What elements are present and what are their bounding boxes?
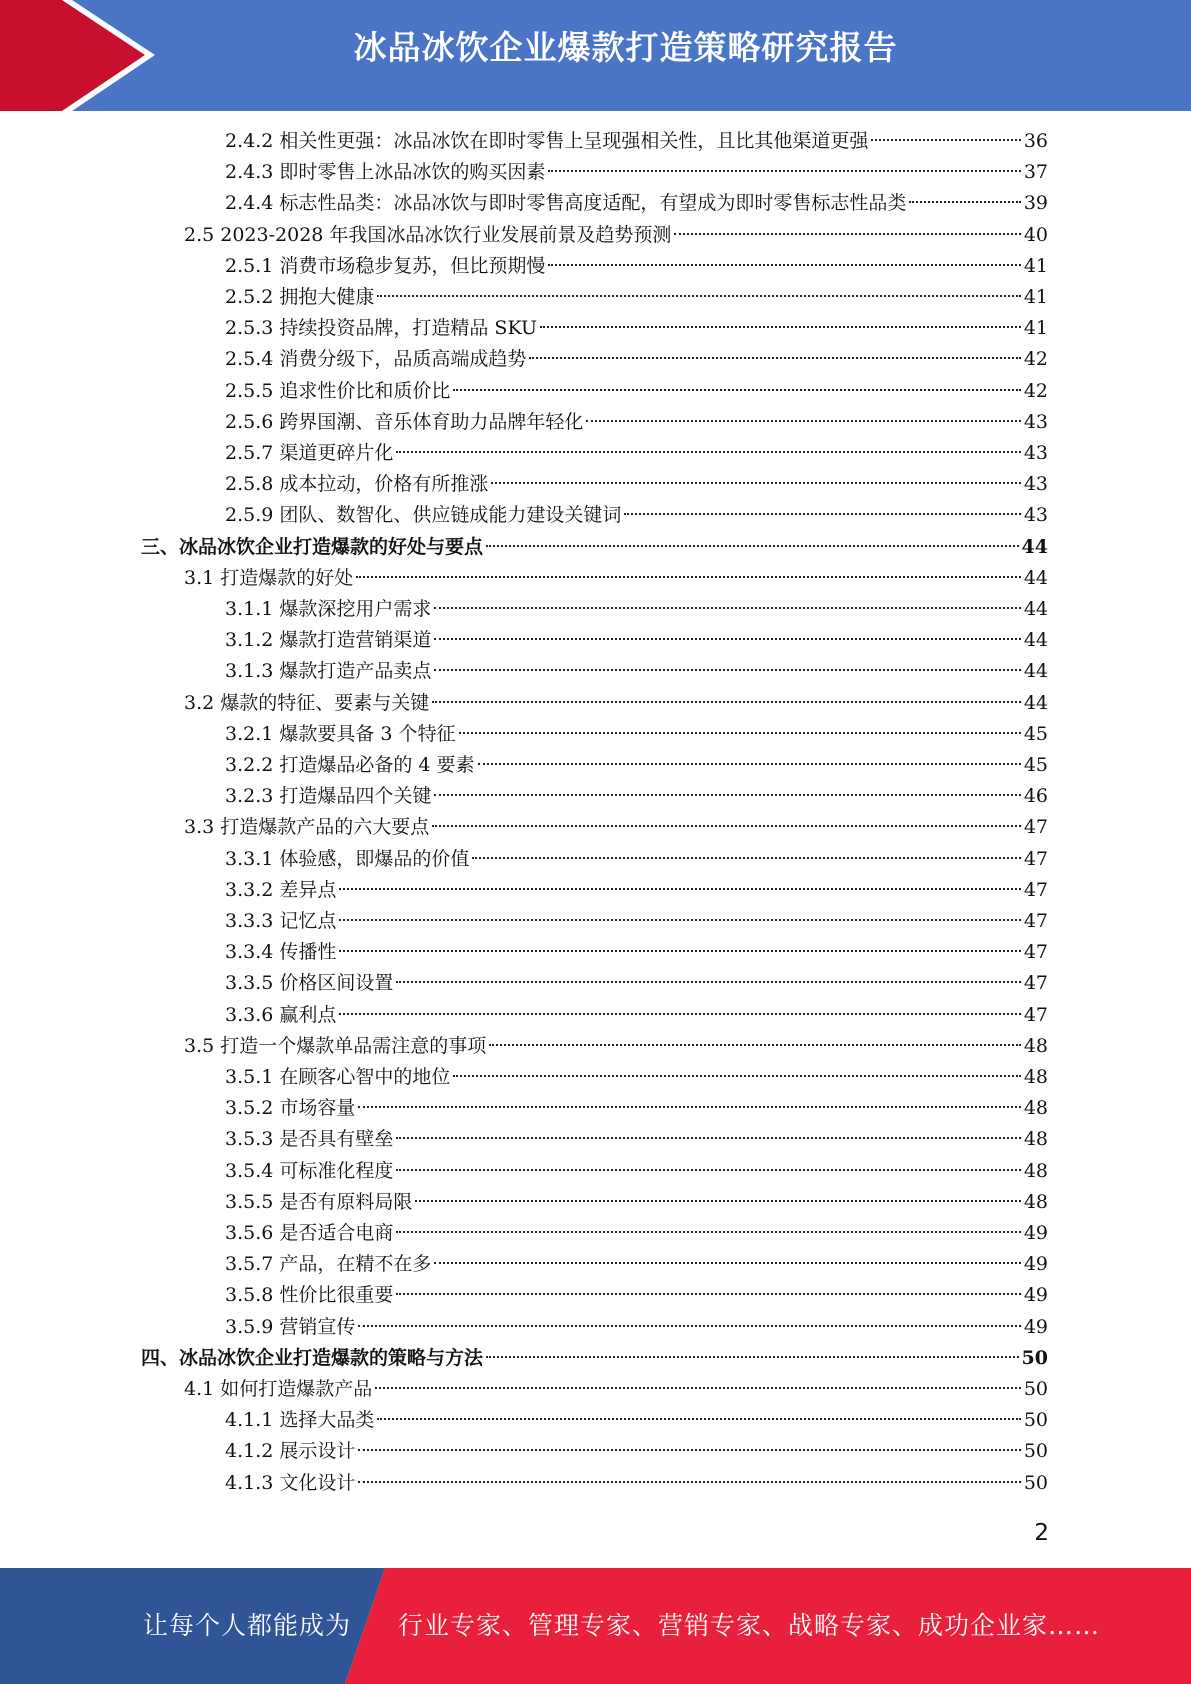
toc-dot-leader: [472, 857, 1020, 859]
toc-entry-page: 47: [1023, 816, 1048, 839]
toc-entry[interactable]: [225, 438, 1048, 469]
toc-entry-page: 50: [1023, 1440, 1048, 1463]
toc-entry-title: 三、冰品冰饮企业打造爆款的好处与要点: [141, 535, 484, 558]
footer-slogan-right: 行业专家、管理专家、营销专家、战略专家、成功企业家……: [398, 1611, 1101, 1640]
toc-entry-page: 48: [1023, 1190, 1048, 1213]
toc-entry-page: 50: [1023, 1409, 1048, 1432]
toc-entry-title: 4.1.3 文化设计: [225, 1471, 356, 1494]
toc-entry[interactable]: [225, 282, 1048, 313]
toc-dot-leader: [396, 451, 1020, 453]
toc-dot-leader: [375, 1387, 1021, 1389]
toc-entry-title: 4.1.1 选择大品类: [225, 1409, 375, 1432]
toc-entry-title: 3.5.8 性价比很重要: [225, 1284, 394, 1307]
toc-entry-title: 3.3 打造爆款产品的六大要点: [184, 816, 430, 839]
toc-entry[interactable]: [225, 376, 1048, 407]
toc-entry[interactable]: [225, 313, 1048, 344]
toc-entry-page: 43: [1023, 504, 1048, 527]
toc-entry-title: 3.5.7 产品，在精不在多: [225, 1253, 432, 1276]
toc-entry[interactable]: [225, 157, 1048, 188]
toc-entry[interactable]: [225, 1249, 1048, 1280]
toc-dot-leader: [339, 919, 1020, 921]
toc-entry-page: 47: [1023, 941, 1048, 964]
toc-entry[interactable]: [225, 1156, 1048, 1187]
toc-dot-leader: [909, 201, 1020, 203]
toc-dot-leader: [358, 1481, 1020, 1483]
toc-entry[interactable]: [141, 1343, 1048, 1374]
toc-entry-title: 3.3.6 赢利点: [225, 1003, 337, 1026]
toc-dot-leader: [486, 1356, 1019, 1358]
toc-entry-page: 39: [1023, 192, 1048, 215]
toc-dot-leader: [434, 607, 1020, 609]
toc-entry[interactable]: [225, 1124, 1048, 1155]
toc-entry-page: 43: [1023, 410, 1048, 433]
toc-entry-title: 3.1 打造爆款的好处: [184, 566, 354, 589]
toc-entry[interactable]: [225, 1405, 1048, 1436]
toc-entry-title: 2.4.4 标志性品类：冰品冰饮与即时零售高度适配，有望成为即时零售标志性品类: [225, 192, 907, 215]
toc-dot-leader: [396, 1137, 1020, 1139]
toc-entry-page: 48: [1023, 1066, 1048, 1088]
toc-dot-leader: [339, 950, 1020, 952]
toc-entry[interactable]: [225, 968, 1048, 999]
toc-entry-title: 3.5.2 市场容量: [225, 1097, 356, 1120]
toc-dot-leader: [358, 1106, 1020, 1108]
toc-entry[interactable]: [225, 719, 1048, 750]
toc-entry-page: 44: [1023, 691, 1048, 714]
toc-entry[interactable]: [225, 906, 1048, 937]
toc-entry[interactable]: [225, 126, 1048, 157]
toc-dot-leader: [491, 482, 1020, 484]
toc-entry-page: 47: [1023, 972, 1048, 995]
toc-entry-page: 43: [1023, 473, 1048, 496]
toc-entry[interactable]: [225, 1468, 1048, 1499]
toc-entry[interactable]: [141, 532, 1048, 563]
toc-entry-title: 2.5.5 追求性价比和质价比: [225, 379, 451, 402]
toc-entry-page: 48: [1023, 1097, 1048, 1120]
toc-entry[interactable]: [225, 875, 1048, 906]
toc-entry-title: 3.5.3 是否具有壁垒: [225, 1128, 394, 1151]
toc-entry-page: 50: [1023, 1471, 1048, 1494]
toc-entry-page: 42: [1023, 348, 1048, 371]
toc-entry-title: 2.5.1 消费市场稳步复苏，但比预期慢: [225, 254, 546, 277]
toc-entry-page: 47: [1023, 1003, 1048, 1026]
toc-entry[interactable]: [225, 750, 1048, 781]
toc-entry-title: 3.3.5 价格区间设置: [225, 972, 394, 995]
toc-entry-page: 45: [1023, 754, 1048, 776]
toc-entry-title: 2.5.8 成本拉动，价格有所推涨: [225, 473, 489, 496]
toc-entry[interactable]: [225, 1093, 1048, 1124]
toc-entry-page: 49: [1023, 1222, 1048, 1244]
toc-entry[interactable]: [225, 594, 1048, 625]
toc-entry[interactable]: [225, 1187, 1048, 1218]
toc-entry[interactable]: [184, 563, 1048, 594]
toc-entry-page: 41: [1023, 317, 1048, 340]
toc-entry-page: 47: [1023, 878, 1048, 901]
toc-dot-leader: [396, 1169, 1020, 1171]
toc-dot-leader: [339, 888, 1020, 890]
toc-entry-title: 3.2.3 打造爆品四个关键: [225, 785, 432, 808]
toc-entry-page: 44: [1023, 660, 1048, 683]
toc-entry-title: 3.3.2 差异点: [225, 878, 337, 901]
toc-dot-leader: [548, 264, 1020, 266]
toc-entry-title: 3.2 爆款的特征、要素与关键: [184, 691, 430, 714]
toc-entry[interactable]: [225, 1218, 1048, 1249]
toc-entry-title: 3.1.1 爆款深挖用户需求: [225, 598, 432, 620]
toc-entry[interactable]: [225, 188, 1048, 219]
toc-dot-leader: [453, 389, 1020, 391]
toc-entry-title: 2.4.2 相关性更强：冰品冰饮在即时零售上呈现强相关性，且比其他渠道更强: [225, 130, 869, 152]
toc-entry-title: 4.1.2 展示设计: [225, 1440, 356, 1463]
toc-entry[interactable]: [225, 251, 1048, 282]
toc-entry[interactable]: [225, 1062, 1048, 1093]
toc-entry[interactable]: [225, 625, 1048, 656]
toc-dot-leader: [339, 1013, 1020, 1015]
toc-dot-leader: [396, 1231, 1020, 1233]
toc-dot-leader: [434, 1262, 1020, 1264]
toc-entry-page: 47: [1023, 847, 1048, 870]
toc-entry-page: 50: [1023, 1378, 1048, 1400]
toc-entry-title: 四、冰品冰饮企业打造爆款的策略与方法: [141, 1346, 484, 1369]
toc-dot-leader: [459, 732, 1021, 734]
toc-entry[interactable]: [225, 407, 1048, 438]
toc-entry[interactable]: [225, 844, 1048, 875]
toc-dot-leader: [871, 139, 1020, 141]
toc-entry-page: 43: [1023, 442, 1048, 464]
toc-entry[interactable]: [225, 469, 1048, 500]
toc-entry-title: 2.5.6 跨界国潮、音乐体育助力品牌年轻化: [225, 410, 584, 433]
toc-dot-leader: [624, 513, 1020, 515]
toc-dot-leader: [486, 545, 1019, 547]
toc-entry[interactable]: [225, 344, 1048, 375]
toc-entry[interactable]: [184, 1374, 1048, 1405]
toc-dot-leader: [432, 825, 1021, 827]
toc-dot-leader: [548, 170, 1020, 172]
toc-entry-title: 3.3.4 传播性: [225, 941, 337, 964]
toc-entry-title: 3.5.9 营销宣传: [225, 1315, 356, 1338]
toc-entry-page: 44: [1023, 566, 1048, 589]
toc-entry-title: 3.2.1 爆款要具备 3 个特征: [225, 722, 456, 745]
report-title: 冰品冰饮企业爆款打造策略研究报告: [353, 28, 898, 67]
toc-entry-title: 3.2.2 打造爆品必备的 4 要素: [225, 754, 475, 776]
toc-entry-page: 48: [1023, 1128, 1048, 1151]
toc-entry-page: 49: [1023, 1253, 1048, 1276]
toc-entry-title: 3.5.5 是否有原料局限: [225, 1190, 413, 1213]
toc-entry-title: 3.3.3 记忆点: [225, 910, 337, 932]
toc-entry[interactable]: [184, 220, 1048, 251]
toc-entry-title: 2.5.4 消费分级下，品质高端成趋势: [225, 348, 527, 371]
toc-entry[interactable]: [184, 1031, 1048, 1062]
toc-entry-page: 48: [1023, 1159, 1048, 1182]
toc-entry-title: 2.5.3 持续投资品牌，打造精品 SKU: [225, 317, 537, 340]
toc-entry[interactable]: [225, 781, 1048, 812]
toc-entry[interactable]: [225, 1312, 1048, 1343]
toc-dot-leader: [358, 1449, 1020, 1451]
toc-dot-leader: [674, 233, 1020, 235]
toc-entry-page: 49: [1023, 1315, 1048, 1338]
toc-entry-title: 2.5.7 渠道更碎片化: [225, 442, 394, 464]
toc-dot-leader: [540, 326, 1021, 328]
toc-entry[interactable]: [225, 656, 1048, 687]
toc-dot-leader: [415, 1200, 1020, 1202]
toc-entry-title: 3.5.1 在顾客心智中的地位: [225, 1066, 451, 1088]
toc-entry-title: 2.5 2023-2028 年我国冰品冰饮行业发展前景及趋势预测: [184, 223, 672, 246]
page-footer: [0, 1568, 1191, 1684]
toc-dot-leader: [377, 1418, 1020, 1420]
toc-dot-leader: [489, 1044, 1021, 1046]
toc-dot-leader: [434, 794, 1020, 796]
toc-dot-leader: [377, 295, 1020, 297]
toc-entry-page: 48: [1023, 1034, 1048, 1057]
toc-entry-title: 2.5.2 拥抱大健康: [225, 286, 375, 308]
toc-entry-page: 46: [1023, 785, 1048, 808]
toc-entry[interactable]: [225, 1280, 1048, 1311]
toc-entry[interactable]: [225, 937, 1048, 968]
toc-dot-leader: [478, 763, 1021, 765]
toc-dot-leader: [529, 357, 1020, 359]
toc-entry-page: 42: [1023, 379, 1048, 402]
toc-entry[interactable]: [184, 688, 1048, 719]
footer-slogan-left: 让每个人都能成为: [143, 1611, 352, 1640]
toc-dot-leader: [396, 981, 1020, 983]
toc-entry-page: 41: [1023, 254, 1048, 277]
toc-entry-title: 3.5.4 可标准化程度: [225, 1159, 394, 1182]
toc-entry-title: 2.5.9 团队、数智化、供应链成能力建设关键词: [225, 504, 622, 527]
toc-dot-leader: [396, 1293, 1020, 1295]
toc-entry-title: 2.4.3 即时零售上冰品冰饮的购买因素: [225, 161, 546, 184]
toc-entry-page: 36: [1023, 130, 1048, 152]
toc-entry-title: 3.5.6 是否适合电商: [225, 1222, 394, 1244]
toc-entry-page: 41: [1023, 286, 1048, 308]
toc-dot-leader: [453, 1075, 1020, 1077]
toc-entry-title: 3.5 打造一个爆款单品需注意的事项: [184, 1034, 487, 1057]
toc-dot-leader: [434, 638, 1020, 640]
toc-entry-title: 3.1.2 爆款打造营销渠道: [225, 629, 432, 652]
toc-entry[interactable]: [184, 812, 1048, 843]
toc-entry-page: 45: [1023, 722, 1048, 745]
toc-entry-page: 50: [1021, 1346, 1048, 1369]
toc-entry-page: 49: [1023, 1284, 1048, 1307]
toc-entry-title: 3.3.1 体验感，即爆品的价值: [225, 847, 470, 870]
toc-dot-leader: [358, 1325, 1020, 1327]
toc-entry-page: 44: [1023, 629, 1048, 652]
page-number: 2: [1034, 1520, 1049, 1546]
toc-entry-page: 37: [1023, 161, 1048, 184]
toc-dot-leader: [356, 576, 1021, 578]
toc-entry-page: 40: [1023, 223, 1048, 246]
toc-dot-leader: [434, 669, 1020, 671]
page-header: [0, 0, 1191, 111]
toc-dot-leader: [432, 701, 1021, 703]
toc-entry-title: 3.1.3 爆款打造产品卖点: [225, 660, 432, 683]
toc-entry[interactable]: [225, 1436, 1048, 1467]
toc-entry-page: 44: [1021, 535, 1048, 558]
toc-entry-page: 47: [1023, 910, 1048, 932]
toc-entry-title: 4.1 如何打造爆款产品: [184, 1378, 373, 1400]
toc-dot-leader: [586, 420, 1020, 422]
toc-entry[interactable]: [225, 1000, 1048, 1031]
toc-entry-page: 44: [1023, 598, 1048, 620]
toc-entry[interactable]: [225, 500, 1048, 531]
